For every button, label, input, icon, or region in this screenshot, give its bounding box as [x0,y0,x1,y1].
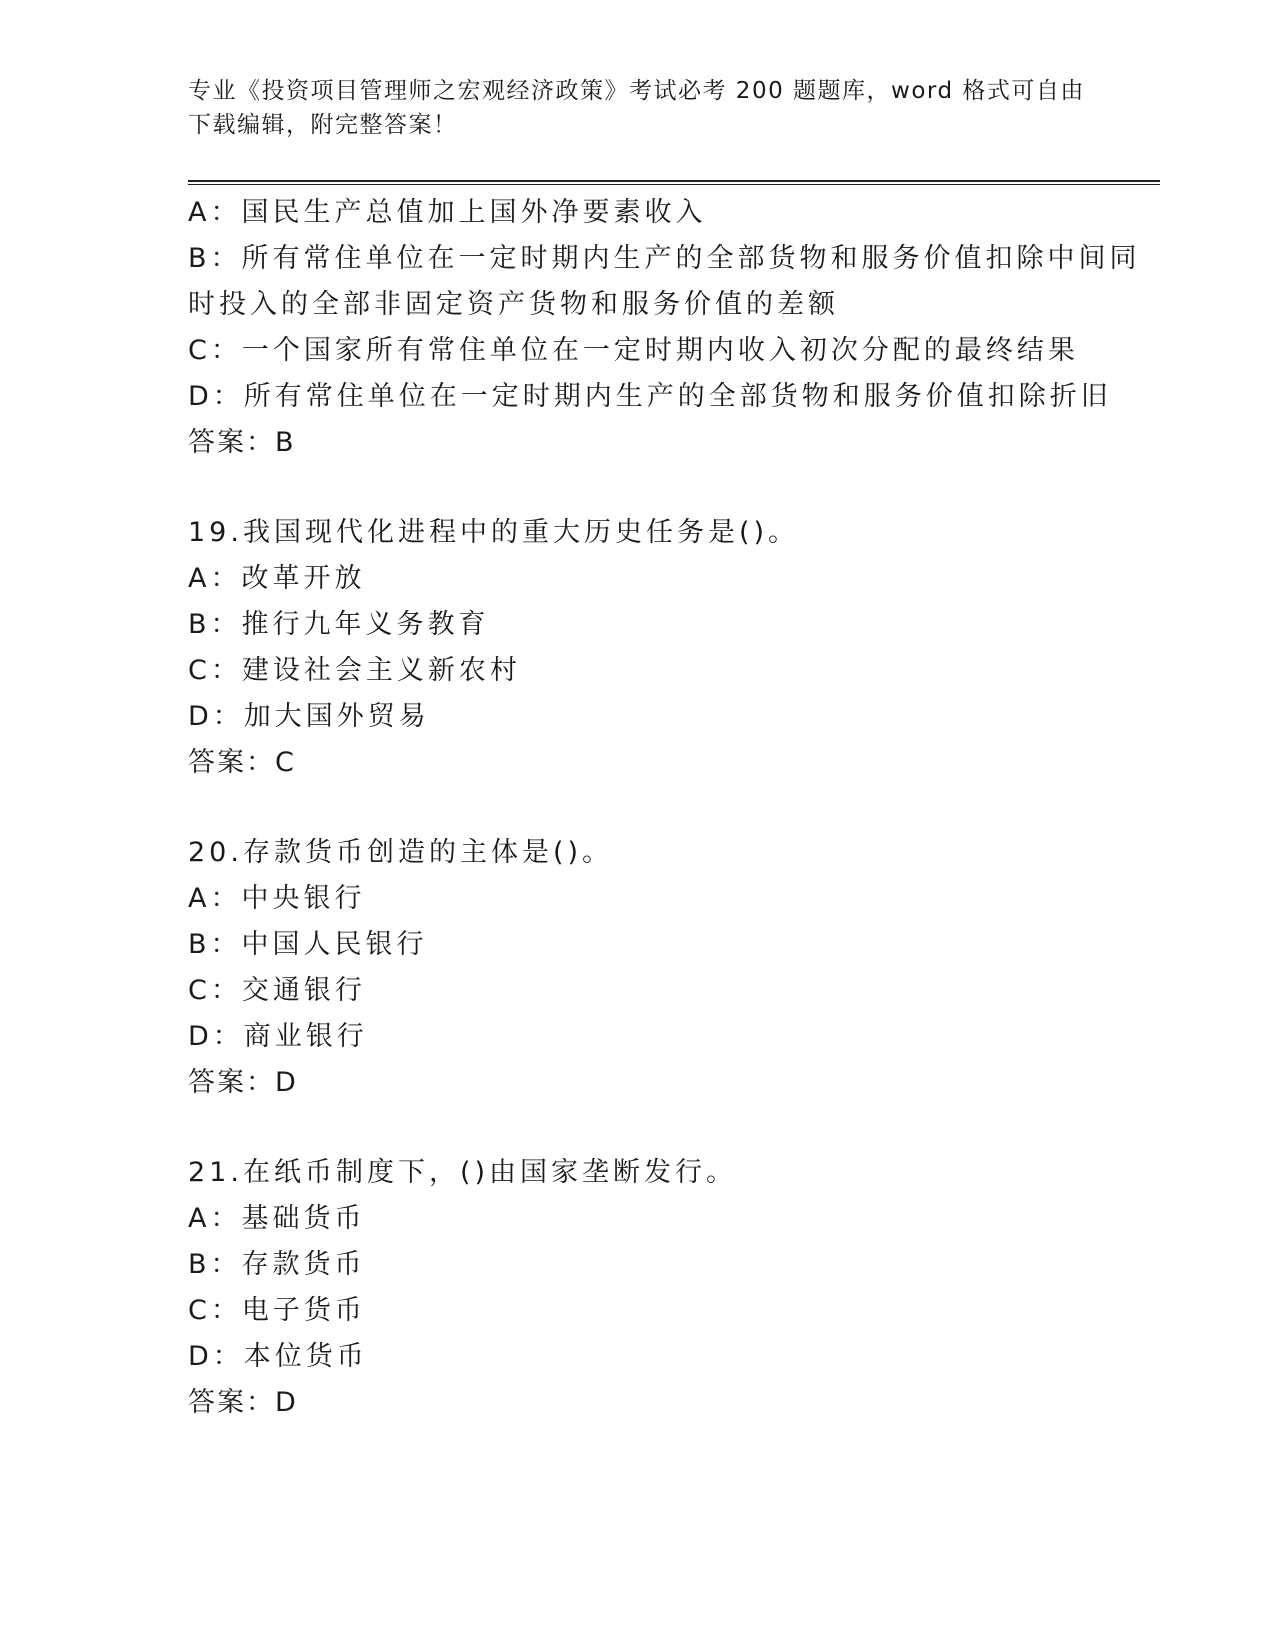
option-c: C：电子货币 [188,1295,366,1326]
page-header [188,74,1088,142]
option-b: B：中国人民银行 [188,929,428,960]
header-line-2: 下载编辑，附完整答案！ [188,112,458,138]
option-d: D：加大国外贸易 [188,701,430,732]
question-block-20 [188,830,1088,1106]
option-d: D：所有常住单位在一定时期内生产的全部货物和服务价值扣除折旧 [188,381,1112,412]
question-stem: 20.存款货币创造的主体是()。 [188,837,614,868]
answer-line: 答案：B [188,427,296,458]
question-stem: 21.在纸币制度下，()由国家垄断发行。 [188,1157,738,1188]
option-b: B：存款货币 [188,1249,366,1280]
question-block-prev [188,190,1141,466]
header-divider [188,180,1160,185]
option-c: C：交通银行 [188,975,366,1006]
option-a: A：改革开放 [188,563,366,594]
option-a: A：中央银行 [188,883,366,914]
question-stem: 19.我国现代化进程中的重大历史任务是()。 [188,517,800,548]
option-b-continued: 时投入的全部非固定资产货物和服务价值的差额 [188,289,839,320]
answer-line: 答案：D [188,1067,298,1098]
option-b: B：推行九年义务教育 [188,609,490,640]
question-block-21 [188,1150,1088,1426]
option-c: C：建设社会主义新农村 [188,655,521,686]
question-list [188,190,1141,1426]
answer-line: 答案：C [188,747,296,778]
option-b: B：所有常住单位在一定时期内生产的全部货物和服务价值扣除中间同 [188,243,1141,274]
option-a: A：基础货币 [188,1203,366,1234]
answer-line: 答案：D [188,1387,298,1418]
header-line-1: 专业《投资项目管理师之宏观经济政策》考试必考 200 题题库，word 格式可自由 [188,78,1085,104]
option-d: D：本位货币 [188,1341,368,1372]
question-block-19 [188,510,1088,786]
option-c: C：一个国家所有常住单位在一定时期内收入初次分配的最终结果 [188,335,1079,366]
option-a: A：国民生产总值加上国外净要素收入 [188,197,707,228]
option-d: D：商业银行 [188,1021,368,1052]
